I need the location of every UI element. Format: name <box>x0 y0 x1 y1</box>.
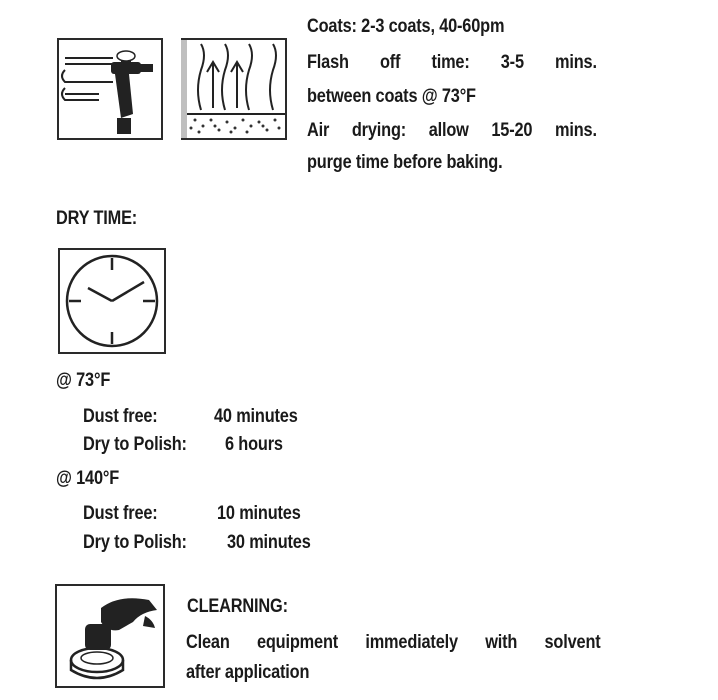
dry-to-polish-value: 6 hours <box>225 434 283 455</box>
cleaning-line: after application <box>186 662 310 683</box>
cleaning-icon <box>55 584 165 688</box>
cleaning-line: Clean equipment immediately with solvent <box>186 632 601 653</box>
dry-to-polish-label: Dry to Polish: <box>83 532 187 553</box>
clock-icon <box>58 248 166 354</box>
between-coats-line: between coats @ 73°F <box>307 86 476 107</box>
temp-73-label: @ 73°F <box>56 370 111 391</box>
dust-free-value: 10 minutes <box>217 503 301 524</box>
coats-line: Coats: 2-3 coats, 40-60pm <box>307 16 505 37</box>
flash-off-icon <box>181 38 287 140</box>
dust-free-value: 40 minutes <box>214 406 298 427</box>
dust-free-label: Dust free: <box>83 406 158 427</box>
dust-free-label: Dust free: <box>83 503 158 524</box>
dry-to-polish-label: Dry to Polish: <box>83 434 187 455</box>
purge-time-line: purge time before baking. <box>307 152 503 173</box>
flash-off-line: Flash off time: 3-5 mins. <box>307 52 597 73</box>
spray-gun-icon <box>57 38 163 140</box>
dry-to-polish-value: 30 minutes <box>227 532 311 553</box>
air-drying-line: Air drying: allow 15-20 mins. <box>307 120 597 141</box>
dry-time-heading: DRY TIME: <box>56 208 138 229</box>
cleaning-heading: CLEARNING: <box>187 596 288 617</box>
temp-140-label: @ 140°F <box>56 468 120 489</box>
